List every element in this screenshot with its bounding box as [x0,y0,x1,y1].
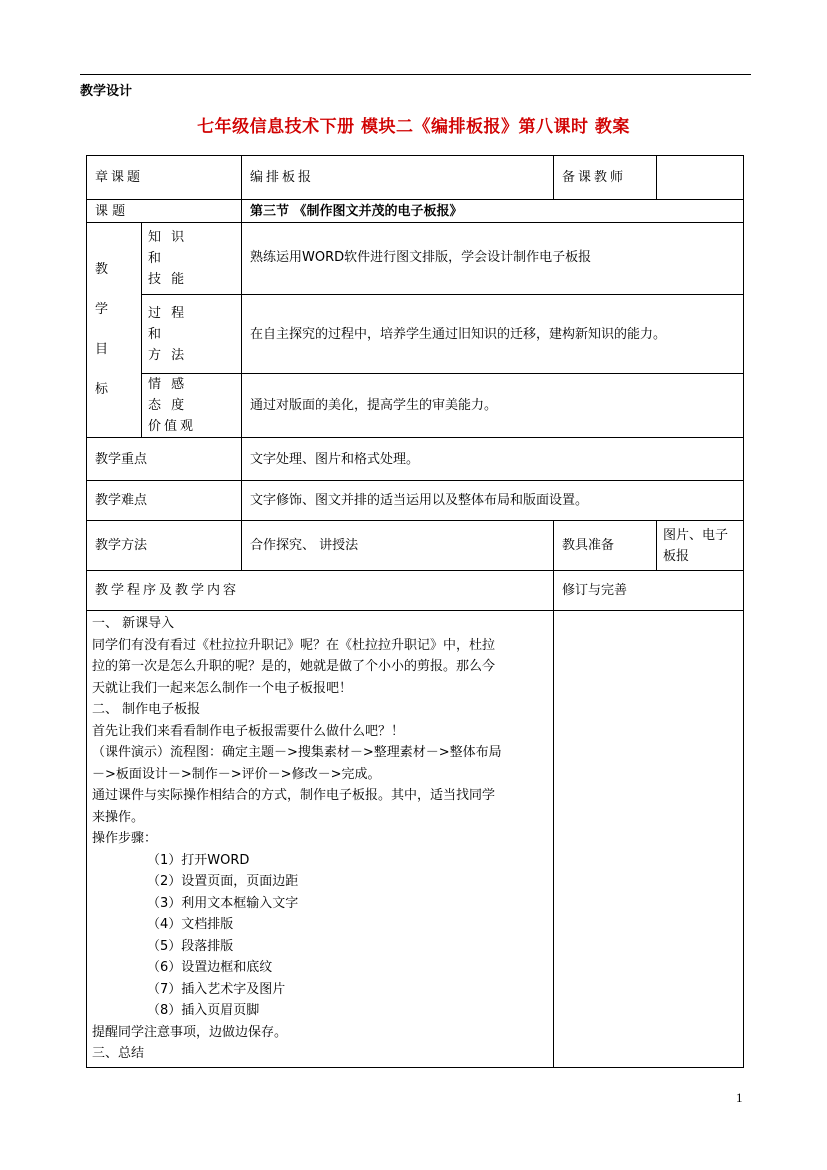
procedure-step: （7）插入艺术字及图片 [147,981,286,997]
procedure-line: 操作步骤： [92,831,158,846]
procedure-line: 首先让我们来看看制作电子板报需要什么做什么吧？！ [92,723,405,739]
difficulty-value: 文字修饰、图文并排的适当运用以及整体布局和版面设置。 [242,481,744,521]
goal-knowledge-label-1: 知 识 [148,230,188,245]
goal-knowledge-label-2: 和 [148,251,165,266]
procedure-line: 一、 新课导入 [92,616,175,631]
row-difficulties [87,481,744,521]
procedure-line: 拉的第一次是怎么升职的呢？是的，她就是做了个小小的剪报。那么今 [92,659,496,674]
goal-emotion-label [142,374,242,438]
goal-emotion-text: 通过对版面的美化，提高学生的审美能力。 [242,374,744,438]
goal-process-text: 在自主探究的过程中，培养学生通过旧知识的迁移，建构新知识的能力。 [242,295,744,374]
header-rule [80,74,751,75]
topic-value: 第三节 《制作图文并茂的电子板报》 [242,200,744,223]
procedure-line: （课件演示）流程图：确定主题－>搜集素材－>整理素材－>整体布局 [92,745,502,760]
procedure-line: 来操作。 [92,809,145,825]
row-goal-knowledge [87,223,744,295]
goal-process-label-3: 方 法 [148,347,188,363]
procedure-line: 三、总结 [92,1046,145,1061]
procedure-label: 教学程序及教学内容 [87,571,554,611]
chapter-value: 编排板报 [242,156,554,200]
procedure-step: （4）文档排版 [147,917,234,932]
row-procedure-header [87,571,744,611]
procedure-step: （2）设置页面，页面边距 [147,874,299,889]
revision-label: 修订与完善 [554,571,744,611]
goal-knowledge-label-3: 技 能 [148,272,188,287]
method-label: 教学方法 [87,521,242,571]
row-key-points [87,438,744,481]
goals-label-2: 学 [95,302,109,317]
key-label: 教学重点 [87,438,242,481]
goal-process-label [142,295,242,374]
procedure-step: （8）插入页眉页脚 [147,1003,260,1018]
goals-label [87,223,142,438]
goals-label-1: 教 [95,262,109,277]
topic-label: 课 题 [87,200,242,223]
procedure-line: 同学们有没有看过《杜拉拉升职记》呢？在《杜拉拉升职记》中，杜拉 [92,637,496,653]
tools-label: 教具准备 [554,521,657,571]
row-goal-emotion [87,374,744,438]
goal-process-label-1: 过 程 [148,305,188,321]
procedure-line: 二、 制作电子板报 [92,702,201,717]
procedure-line: －>板面设计－>制作－>评价－>修改－>完成。 [92,766,381,782]
goal-emotion-label-2: 态 度 [148,398,188,413]
procedure-line: 提醒同学注意事项，边做边保存。 [92,1024,288,1040]
row-goal-process [87,295,744,374]
row-chapter [87,156,744,200]
key-value: 文字处理、图片和格式处理。 [242,438,744,481]
goals-label-4: 标 [95,382,109,397]
row-procedure-content [87,611,744,1068]
method-value: 合作探究、 讲授法 [242,521,554,571]
procedure-step: （6）设置边框和底纹 [147,960,273,975]
goal-process-label-2: 和 [148,326,165,342]
difficulty-label: 教学难点 [87,481,242,521]
teacher-value [657,156,744,200]
procedure-step: （1）打开WORD [147,852,250,868]
chapter-label: 章课题 [87,156,242,200]
lesson-plan-table [86,155,744,1068]
goal-knowledge-label [142,223,242,295]
procedure-line: 通过课件与实际操作相结合的方式，制作电子板报。其中，适当找同学 [92,788,496,803]
teacher-label: 备课教师 [554,156,657,200]
goal-emotion-label-3: 价值观 [148,419,197,434]
header-label: 教学设计 [80,84,133,99]
procedure-content [87,611,554,1068]
row-method [87,521,744,571]
goal-emotion-label-1: 情 感 [148,377,188,392]
procedure-step: （5）段落排版 [147,938,234,954]
row-topic [87,200,744,223]
tools-value [657,521,744,571]
document-title: 七年级信息技术下册 模块二《编排板报》第八课时 教案 [197,117,630,137]
tools-value-2: 板报 [663,548,690,564]
revision-content [554,611,744,1068]
goal-knowledge-text: 熟练运用WORD软件进行图文排版，学会设计制作电子板报 [242,223,744,295]
page-number: 1 [736,1090,743,1105]
tools-value-1: 图片、电子 [663,527,729,543]
procedure-step: （3）利用文本框输入文字 [147,895,299,911]
procedure-line: 天就让我们一起来怎么制作一个电子板报吧！ [92,680,353,696]
goals-label-3: 目 [95,342,109,357]
